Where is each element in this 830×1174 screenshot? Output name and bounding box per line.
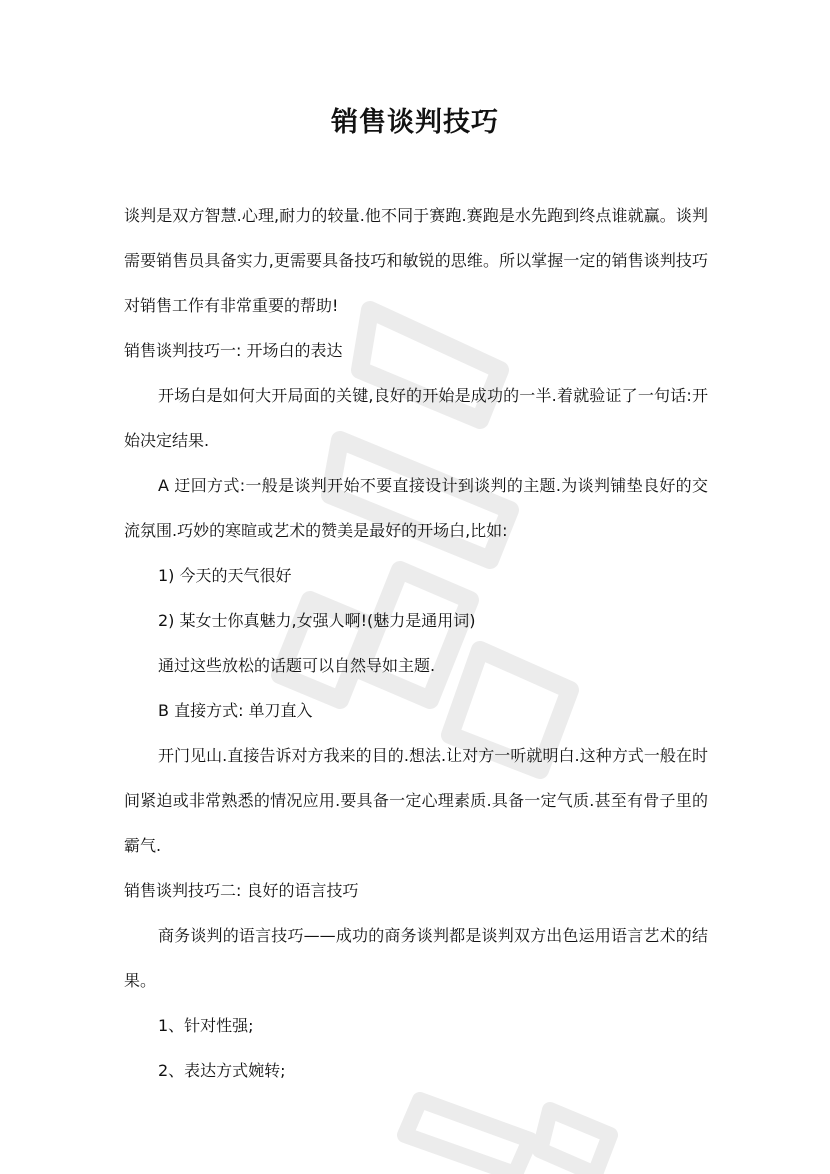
intro-paragraph: 谈判是双方智慧.心理,耐力的较量.他不同于赛跑.赛跑是水先跑到终点谁就赢。谈判需要销售员具备实力,更需要具备技巧和敏锐的思维。所以掌握一定的销售谈判技巧对销售工作有非常重要的帮助! [124, 206, 708, 315]
section-heading-1: 销售谈判技巧一: 开场白的表达 [124, 341, 343, 360]
list-item: 1) 今天的天气很好 [158, 566, 292, 585]
list-item: 2、表达方式婉转; [158, 1061, 286, 1080]
list-item: 1、针对性强; [158, 1016, 254, 1035]
paragraph-transition: 通过这些放松的话题可以自然导如主题. [158, 656, 436, 675]
paragraph-language-skills: 商务谈判的语言技巧——成功的商务谈判都是谈判双方出色运用语言艺术的结果。 [124, 926, 708, 990]
section-heading-2: 销售谈判技巧二: 良好的语言技巧 [124, 881, 359, 900]
paragraph-direct-method: 开门见山.直接告诉对方我来的目的.想法.让对方一听就明白.这种方式一般在时间紧迫或非常熟悉的情况应用.要具备一定心理素质.具备一定气质.甚至有骨子里的霸气. [124, 746, 708, 855]
page-title: 销售谈判技巧 [331, 107, 499, 138]
watermark-logo-bottom [380, 1080, 620, 1174]
paragraph-direct-method-heading: B 直接方式: 单刀直入 [158, 701, 313, 720]
paragraph-indirect-method: A 迂回方式:一般是谈判开始不要直接设计到谈判的主题.为谈判铺垫良好的交流氛围.巧妙的寒暄或艺术的赞美是最好的开场白,比如: [124, 476, 708, 540]
list-item: 2) 某女士你真魅力,女强人啊!(魅力是通用词) [158, 611, 476, 630]
paragraph-opening-remarks: 开场白是如何大开局面的关键,良好的开始是成功的一半.着就验证了一句话:开始决定结果. [124, 386, 708, 450]
document-body [124, 193, 708, 1093]
